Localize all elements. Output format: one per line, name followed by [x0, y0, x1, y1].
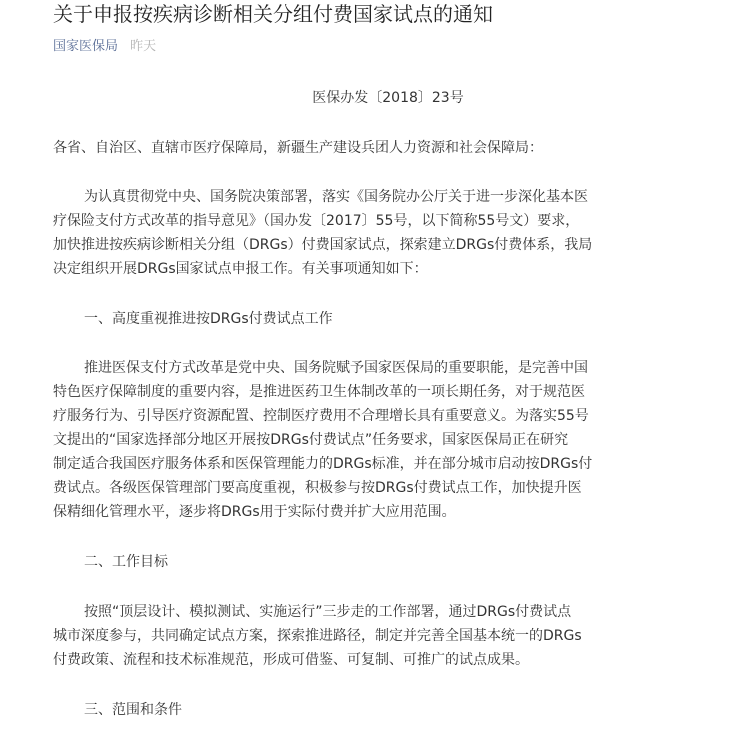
- section-heading: 一、高度重视推进按DRGs付费试点工作: [84, 311, 333, 327]
- article-title: 关于申报按疾病诊断相关分组付费国家试点的通知: [53, 2, 493, 26]
- section2-line: 按照“顶层设计、模拟测试、实施运行”三步走的工作部署，通过DRGs付费试点: [84, 604, 572, 620]
- section1-line: 文提出的“国家选择部分地区开展按DRGs付费试点”任务要求，国家医保局正在研究: [53, 432, 569, 448]
- section-heading: 三、范围和条件: [84, 702, 182, 718]
- article-meta: [53, 38, 156, 56]
- section2-line: 城市深度参与，共同确定试点方案，探索推进路径，制定并完善全国基本统一的DRGs: [53, 628, 582, 644]
- intro-line: 加快推进按疾病诊断相关分组（DRGs）付费国家试点，探索建立DRGs付费体系，我局: [53, 237, 593, 253]
- section2-line: 付费政策、流程和技术标准规范，形成可借鉴、可复制、可推广的试点成果。: [53, 652, 529, 668]
- section1-line: 制定适合我国医疗服务体系和医保管理能力的DRGs标准，并在部分城市启动按DRGs付: [53, 456, 593, 472]
- section1-line: 特色医疗保障制度的重要内容，是推进医药卫生体制改革的一项长期任务，对于规范医: [53, 384, 585, 400]
- section1-line: 推进医保支付方式改革是党中央、国务院赋予国家医保局的重要职能，是完善中国: [84, 360, 588, 376]
- intro-line: 疗保险支付方式改革的指导意见》（国办发〔2017〕55号，以下简称55号文）要求，: [53, 213, 580, 229]
- section1-line: 疗服务行为、引导医疗资源配置、控制医疗费用不合理增长具有重要意义。为落实55号: [53, 408, 589, 424]
- salutation: 各省、自治区、直辖市医疗保障局，新疆生产建设兵团人力资源和社会保障局：: [53, 140, 543, 156]
- section1-line: 保精细化管理水平，逐步将DRGs用于实际付费并扩大应用范围。: [53, 504, 456, 520]
- intro-line: 决定组织开展DRGs国家试点申报工作。有关事项通知如下：: [53, 261, 428, 277]
- section1-line: 费试点。各级医保管理部门要高度重视，积极参与按DRGs付费试点工作，加快提升医: [53, 480, 582, 496]
- intro-line: 为认真贯彻党中央、国务院决策部署，落实《国务院办公厅关于进一步深化基本医: [84, 189, 588, 205]
- doc-number: 医保办发〔2018〕23号: [312, 90, 464, 106]
- publish-time: 昨天: [130, 39, 157, 54]
- section-heading: 二、工作目标: [84, 554, 168, 570]
- account-name-link[interactable]: 国家医保局: [53, 39, 119, 54]
